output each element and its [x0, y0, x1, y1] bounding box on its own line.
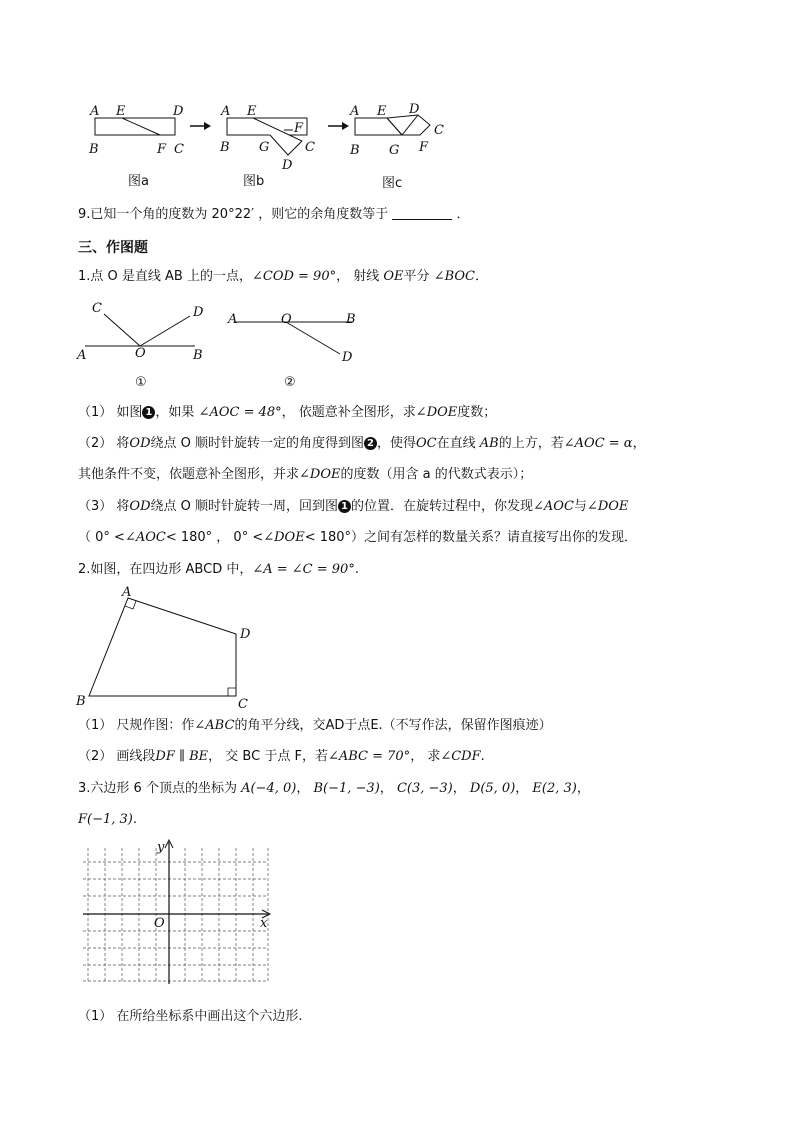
fig1-A: A — [77, 348, 87, 363]
problem-1-part-3-cont: （ 0° <∠AOC< 180° ， 0° <∠DOE< 180°）之间有怎样的数量关系？请直接写出你的发现． — [78, 530, 638, 545]
label-a-D: D — [173, 104, 184, 119]
problem-1-stem: 1.点 O 是直线 AB 上的一点，∠COD = 90°， 射线 OE平分 ∠BOC． — [78, 269, 489, 284]
label-c-B: B — [350, 143, 360, 158]
q9-text: 9.已知一个角的度数为 20°22′ ，则它的余角度数等于 — [78, 207, 389, 222]
origin-label: O — [154, 916, 165, 931]
label-c-C: C — [434, 123, 444, 138]
label-b-E: E — [247, 104, 257, 119]
question-9 — [78, 206, 470, 224]
caption-b: 图b — [243, 174, 265, 189]
label-c-D: D — [409, 102, 420, 117]
quad-D: D — [240, 627, 251, 642]
label-a-C: C — [174, 142, 184, 157]
fig2-D: D — [342, 350, 353, 365]
problem-2-part-1: （1） 尺规作图：作∠ABC的角平分线，交AD于点E.（不写作法，保留作图痕迹） — [78, 718, 552, 733]
caption-c: 图c — [382, 176, 403, 191]
fig2-A: A — [228, 312, 238, 327]
label-c-G: G — [389, 143, 400, 158]
caption-a: 图a — [128, 174, 149, 189]
fig1-C: C — [92, 301, 102, 316]
label-b-B: B — [220, 140, 230, 155]
axis-y-label: y — [157, 840, 165, 855]
problem-3-part-1: （1） 在所给坐标系中画出这个六边形. — [78, 1009, 303, 1024]
problem-3-stem: 3.六边形 6 个顶点的坐标为 A(−4, 0)， B(−1, −3)， C(3, −3)， D(5, 0)， E(2, 3)， — [78, 781, 590, 796]
problem-1-part-2: （2） 将OD绕点 O 顺时针旋转一定的角度得到图 2 ，使得OC在直线 AB的上方，若∠AOC = α， — [78, 436, 646, 451]
label-b-A: A — [221, 104, 231, 119]
fig2-B: B — [346, 312, 356, 327]
section-title: 三、作图题 — [78, 240, 148, 256]
problem-3-stem-cont: F(−1, 3). — [78, 812, 138, 827]
label-a-E: E — [116, 104, 126, 119]
folding-figure — [80, 98, 460, 193]
quadrilateral-figure — [70, 584, 270, 712]
q9-tail: ． — [456, 207, 470, 222]
label-a-A: A — [90, 104, 100, 119]
quad-B: B — [76, 694, 86, 709]
problem-1-part-1: （1） 如图 1 ，如果 ∠AOC = 48°， 依题意补全图形，求∠DOE度数； — [78, 405, 497, 420]
label-c-F: F — [419, 140, 429, 155]
label-b-D: D — [282, 158, 293, 173]
label-a-F: F — [157, 142, 167, 157]
fig1-O: O — [135, 346, 146, 361]
fig1-D: D — [193, 305, 204, 320]
fig2-caption: ② — [284, 375, 296, 390]
problem-2-stem: 2.如图，在四边形 ABCD 中，∠A = ∠C = 90°. — [78, 562, 359, 577]
quad-C: C — [238, 697, 248, 712]
fig1-B: B — [193, 348, 203, 363]
fig2-O: O — [281, 312, 292, 327]
answer-blank[interactable] — [392, 207, 452, 220]
coordinate-grid[interactable] — [78, 838, 278, 988]
label-c-A: A — [350, 104, 360, 119]
problem-1-part-2-cont: 其他条件不变，依题意补全图形，并求∠DOE的度数（用含 a 的代数式表示）； — [78, 467, 533, 482]
label-b-F: F — [294, 121, 304, 136]
axis-x-label: x — [260, 916, 268, 931]
angle-figures — [70, 296, 370, 396]
label-b-G: G — [259, 140, 270, 155]
label-b-C: C — [305, 140, 315, 155]
quad-A: A — [122, 585, 132, 600]
fig1-caption: ① — [135, 375, 147, 390]
problem-1-part-3: （3） 将OD绕点 O 顺时针旋转一周，回到图 1 的位置．在旋转过程中，你发现∠AOC与∠DOE — [78, 499, 629, 514]
problem-2-part-2: （2） 画线段DF ∥ BE， 交 BC 于点 F，若∠ABC = 70°， 求∠CDF. — [78, 749, 485, 764]
label-a-B: B — [89, 142, 99, 157]
label-c-E: E — [377, 104, 387, 119]
